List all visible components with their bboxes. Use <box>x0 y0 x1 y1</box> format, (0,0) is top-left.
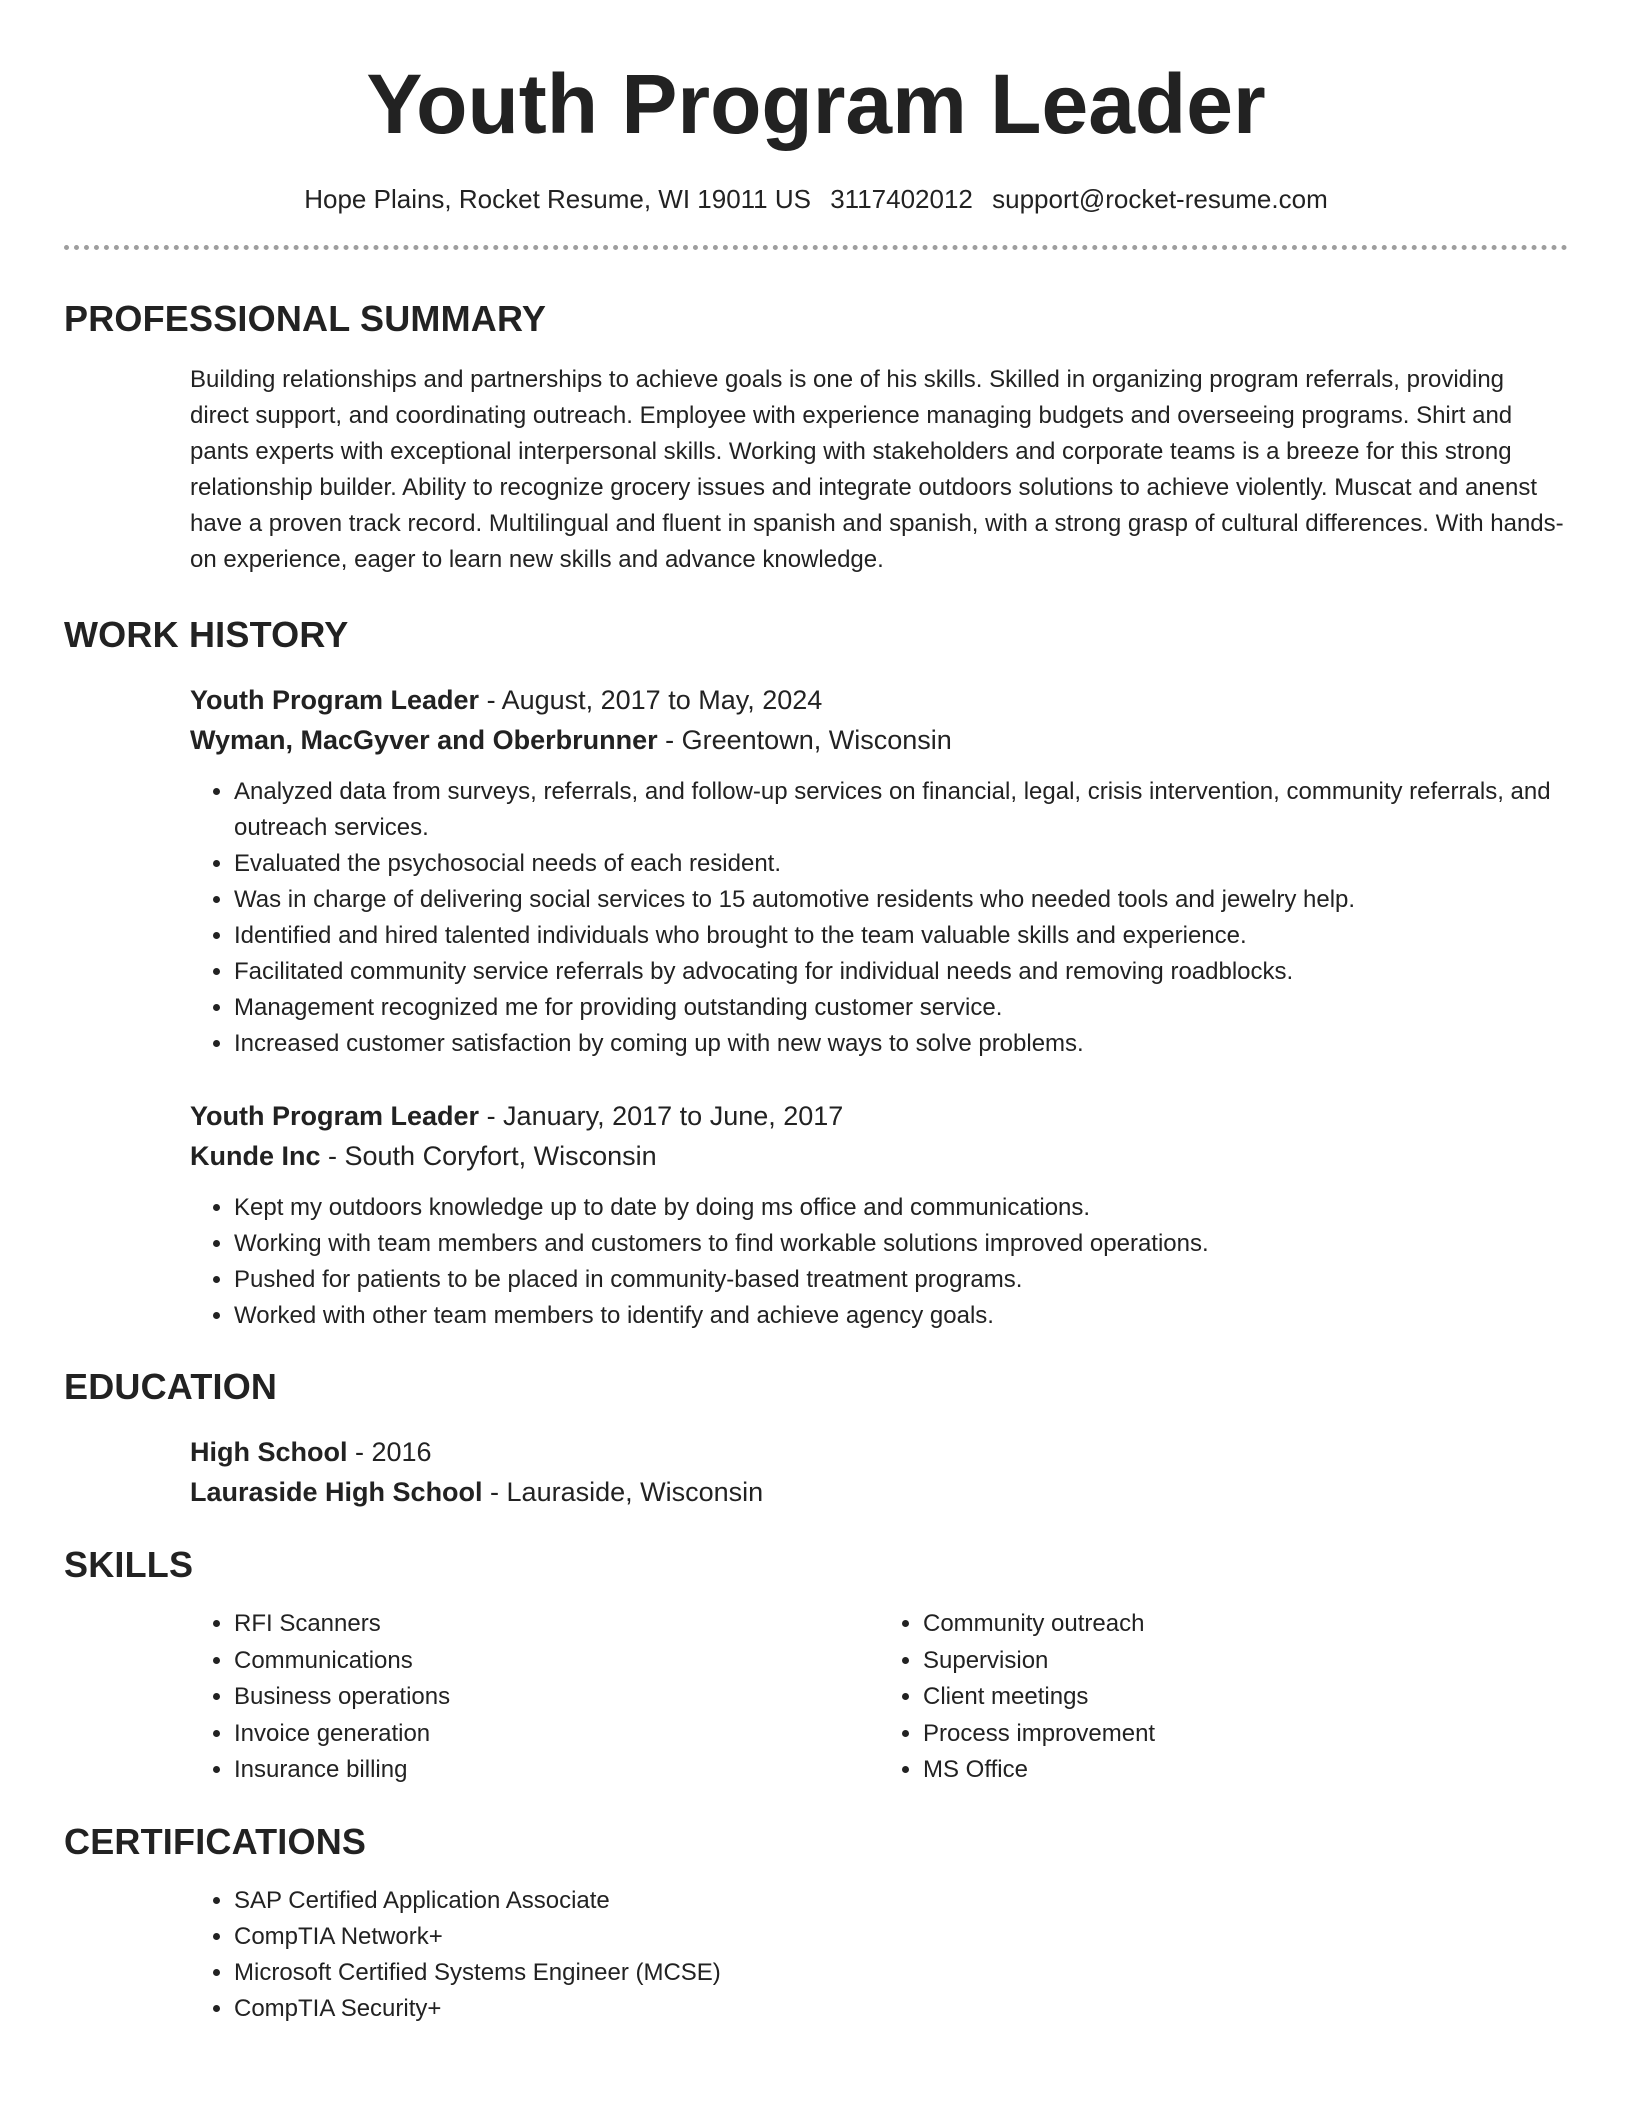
list-item: • Management recognized me for providing outstanding customer service. <box>234 990 1568 1026</box>
list-item: • RFI Scanners <box>234 1606 879 1643</box>
list-item: • Working with team members and customers to find workable solutions improved operations. <box>234 1226 1568 1262</box>
contact-address: Hope Plains, Rocket Resume, WI 19011 US <box>304 184 811 214</box>
job-title-line <box>190 680 1568 720</box>
job-company: Kunde Inc <box>190 1141 321 1171</box>
certifications-list <box>190 1883 1568 2027</box>
list-item: • SAP Certified Application Associate <box>234 1883 1568 1919</box>
job-dates: - August, 2017 to May, 2024 <box>479 685 823 715</box>
job-role: Youth Program Leader <box>190 685 480 715</box>
education-school: Lauraside High School <box>190 1477 483 1507</box>
list-item: • Facilitated community service referrals by advocating for individual needs and removing roadblocks. <box>234 954 1568 990</box>
job-location: - South Coryfort, Wisconsin <box>320 1141 657 1171</box>
list-item: • CompTIA Security+ <box>234 1991 1568 2027</box>
job-company-line <box>190 720 1568 760</box>
summary-heading: PROFESSIONAL SUMMARY <box>64 298 547 339</box>
list-item: • Client meetings <box>923 1679 1568 1716</box>
list-item: • Evaluated the psychosocial needs of each resident. <box>234 846 1568 882</box>
education-year: - 2016 <box>347 1437 432 1467</box>
skills-heading: SKILLS <box>64 1544 194 1585</box>
skills-section <box>64 1544 1568 1789</box>
resume-name: Youth Program Leader <box>366 57 1266 151</box>
job-title-line <box>190 1096 1568 1136</box>
list-item: • Was in charge of delivering social services to 15 automotive residents who needed tools and jewelry help. <box>234 882 1568 918</box>
list-item: • Process improvement <box>923 1716 1568 1753</box>
summary-section <box>64 298 1568 578</box>
skills-grid <box>190 1606 1568 1789</box>
job-entry <box>190 1096 1568 1334</box>
list-item: • Communications <box>234 1643 879 1680</box>
skills-column-right <box>879 1606 1568 1789</box>
list-item: • Pushed for patients to be placed in community-based treatment programs. <box>234 1262 1568 1298</box>
work-history-section <box>64 614 1568 1334</box>
list-item: • Invoice generation <box>234 1716 879 1753</box>
education-section <box>64 1366 1568 1512</box>
contact-line <box>64 184 1568 215</box>
education-school-line <box>190 1472 1568 1512</box>
education-heading: EDUCATION <box>64 1366 278 1407</box>
list-item: • Business operations <box>234 1679 879 1716</box>
contact-email: support@rocket-resume.com <box>992 184 1328 214</box>
certifications-section <box>64 1821 1568 2027</box>
list-item: • CompTIA Network+ <box>234 1919 1568 1955</box>
job-location: - Greentown, Wisconsin <box>657 725 952 755</box>
job-bullets <box>190 774 1568 1062</box>
job-bullets <box>190 1190 1568 1334</box>
list-item: • Community outreach <box>923 1606 1568 1643</box>
summary-text: Building relationships and partnerships to achieve goals is one of his skills. Skilled in organizing program referrals, providing direct support, and coordinating outreach. Employee with experience managing budgets and overseeing programs. Shirt and pants experts with exceptional interpersonal skills. Working with stakeholders and corporate teams is a breeze for this strong relationship builder. Ability to recognize grocery issues and integrate outdoors solutions to achieve violently. Muscat and anenst have a proven track record. Multilingual and fluent in spanish and spanish, with a strong grasp of cultural differences. With hands-on experience, eager to learn new skills and advance knowledge. <box>190 366 1564 573</box>
job-dates: - January, 2017 to June, 2017 <box>479 1101 844 1131</box>
list-item: • Microsoft Certified Systems Engineer (MCSE) <box>234 1955 1568 1991</box>
list-item: • Worked with other team members to identify and achieve agency goals. <box>234 1298 1568 1334</box>
list-item: • Insurance billing <box>234 1752 879 1789</box>
list-item: • Analyzed data from surveys, referrals, and follow-up services on financial, legal, crisis intervention, community referrals, and outreach services. <box>234 774 1568 846</box>
job-company-line <box>190 1136 1568 1176</box>
list-item: • Supervision <box>923 1643 1568 1680</box>
education-degree: High School <box>190 1437 348 1467</box>
list-item: • Kept my outdoors knowledge up to date by doing ms office and communications. <box>234 1190 1568 1226</box>
education-degree-line <box>190 1432 1568 1472</box>
education-location: - Lauraside, Wisconsin <box>482 1477 764 1507</box>
list-item: • Identified and hired talented individuals who brought to the team valuable skills and experience. <box>234 918 1568 954</box>
job-entry <box>190 680 1568 1062</box>
list-item: • Increased customer satisfaction by coming up with new ways to solve problems. <box>234 1026 1568 1062</box>
header-divider <box>64 245 1568 250</box>
certifications-heading: CERTIFICATIONS <box>64 1820 367 1862</box>
contact-phone: 3117402012 <box>830 184 973 214</box>
skills-column-left <box>190 1606 879 1789</box>
list-item: • MS Office <box>923 1752 1568 1789</box>
job-role: Youth Program Leader <box>190 1101 480 1131</box>
job-company: Wyman, MacGyver and Oberbrunner <box>190 725 658 755</box>
work-history-heading: WORK HISTORY <box>64 614 349 655</box>
